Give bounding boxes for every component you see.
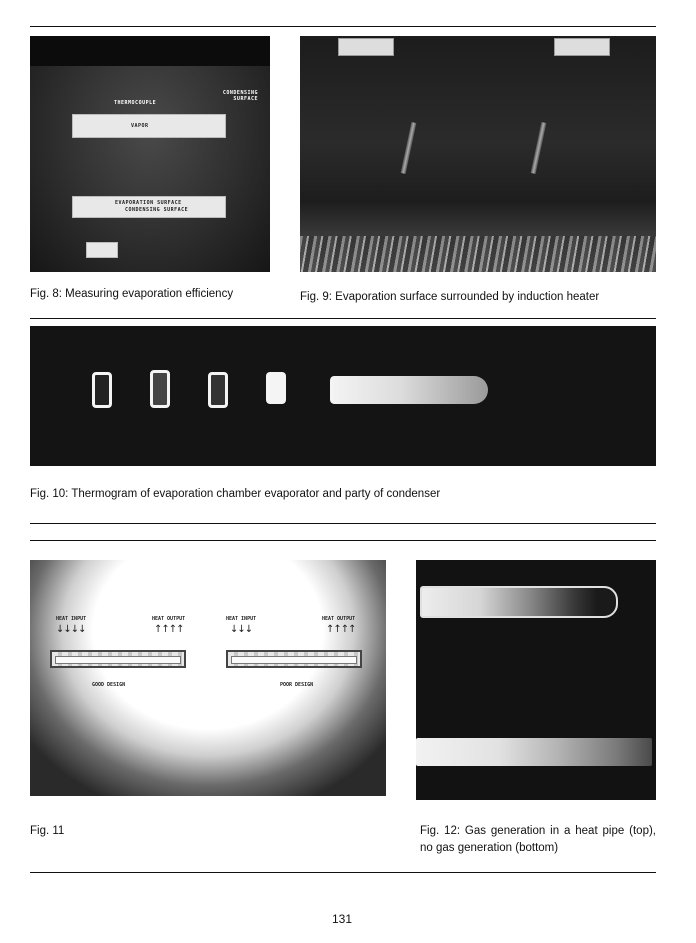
fig12-tube-top <box>420 586 618 618</box>
fig8-label-condensing-surface-2: CONDENSING SURFACE <box>125 207 189 213</box>
fig9-tag-left <box>338 38 394 56</box>
fig10-thermogram <box>30 326 656 466</box>
fig8-top-band <box>30 36 270 66</box>
fig11-caption: Fig. 11 <box>30 825 65 837</box>
fig11-poor-design: POOR DESIGN <box>280 682 314 688</box>
fig8-small-box <box>86 242 118 258</box>
fig12-photo <box>416 560 656 800</box>
fig9-photo <box>300 36 656 272</box>
fig10-caption: Fig. 10: Thermogram of evaporation chamber evaporator and party of condenser <box>30 488 441 500</box>
fig11-pipe-good <box>50 650 186 668</box>
fig9-tag-right <box>554 38 610 56</box>
page-number: 131 <box>332 912 353 926</box>
fig8-label-vapor: VAPOR <box>131 123 149 129</box>
fig11-heat-input-right: HEAT INPUT <box>226 616 257 622</box>
fig9-floor <box>300 236 656 272</box>
fig8-surface-box <box>72 196 226 218</box>
fig11-good-design: GOOD DESIGN <box>92 682 126 688</box>
fig11-pipe-poor <box>226 650 362 668</box>
fig11-heat-output-left: HEAT OUTPUT <box>152 616 186 622</box>
fig11-heat-input-left-arrows: ↓↓↓↓ <box>56 624 86 635</box>
fig11-heat-input-left: HEAT INPUT <box>56 616 87 622</box>
fig10-hotspot-1 <box>92 372 112 408</box>
fig8-caption: Fig. 8: Measuring evaporation efficiency <box>30 288 234 300</box>
fig8-label-condensing-surface: CONDENSING SURFACE <box>222 90 258 102</box>
rule-after-fig9 <box>30 318 656 319</box>
fig10-condenser-plume <box>330 376 488 404</box>
fig11-heat-output-right-arrows: ↑↑↑↑ <box>326 624 356 635</box>
fig10-hotspot-2 <box>150 370 170 408</box>
fig10-hotspot-4 <box>266 372 286 404</box>
bottom-rule <box>30 872 656 873</box>
rule-after-fig10 <box>30 523 656 524</box>
fig10-hotspot-3 <box>208 372 228 408</box>
fig9-rod-right <box>531 122 547 174</box>
fig8-label-thermocouple: THERMOCOUPLE <box>114 100 157 106</box>
fig9-caption: Fig. 9: Evaporation surface surrounded by induction heater <box>300 291 600 303</box>
fig11-heat-output-left-arrows: ↑↑↑↑ <box>154 624 184 635</box>
top-rule <box>30 26 656 27</box>
fig12-caption: Fig. 12: Gas generation in a heat pipe (top), no gas generation (bottom) <box>420 825 656 854</box>
fig8-photo <box>30 36 270 272</box>
fig8-vapor-box <box>72 114 226 138</box>
fig11-heat-output-right: HEAT OUTPUT <box>322 616 356 622</box>
fig9-rod-left <box>401 122 417 174</box>
rule-before-fig11 <box>30 540 656 541</box>
fig12-tube-bottom <box>416 738 652 766</box>
fig11-heat-input-right-arrows: ↓↓↓ <box>230 624 253 635</box>
fig8-label-evaporation-surface: EVAPORATION SURFACE <box>115 200 182 206</box>
fig11-diagram <box>30 560 386 796</box>
